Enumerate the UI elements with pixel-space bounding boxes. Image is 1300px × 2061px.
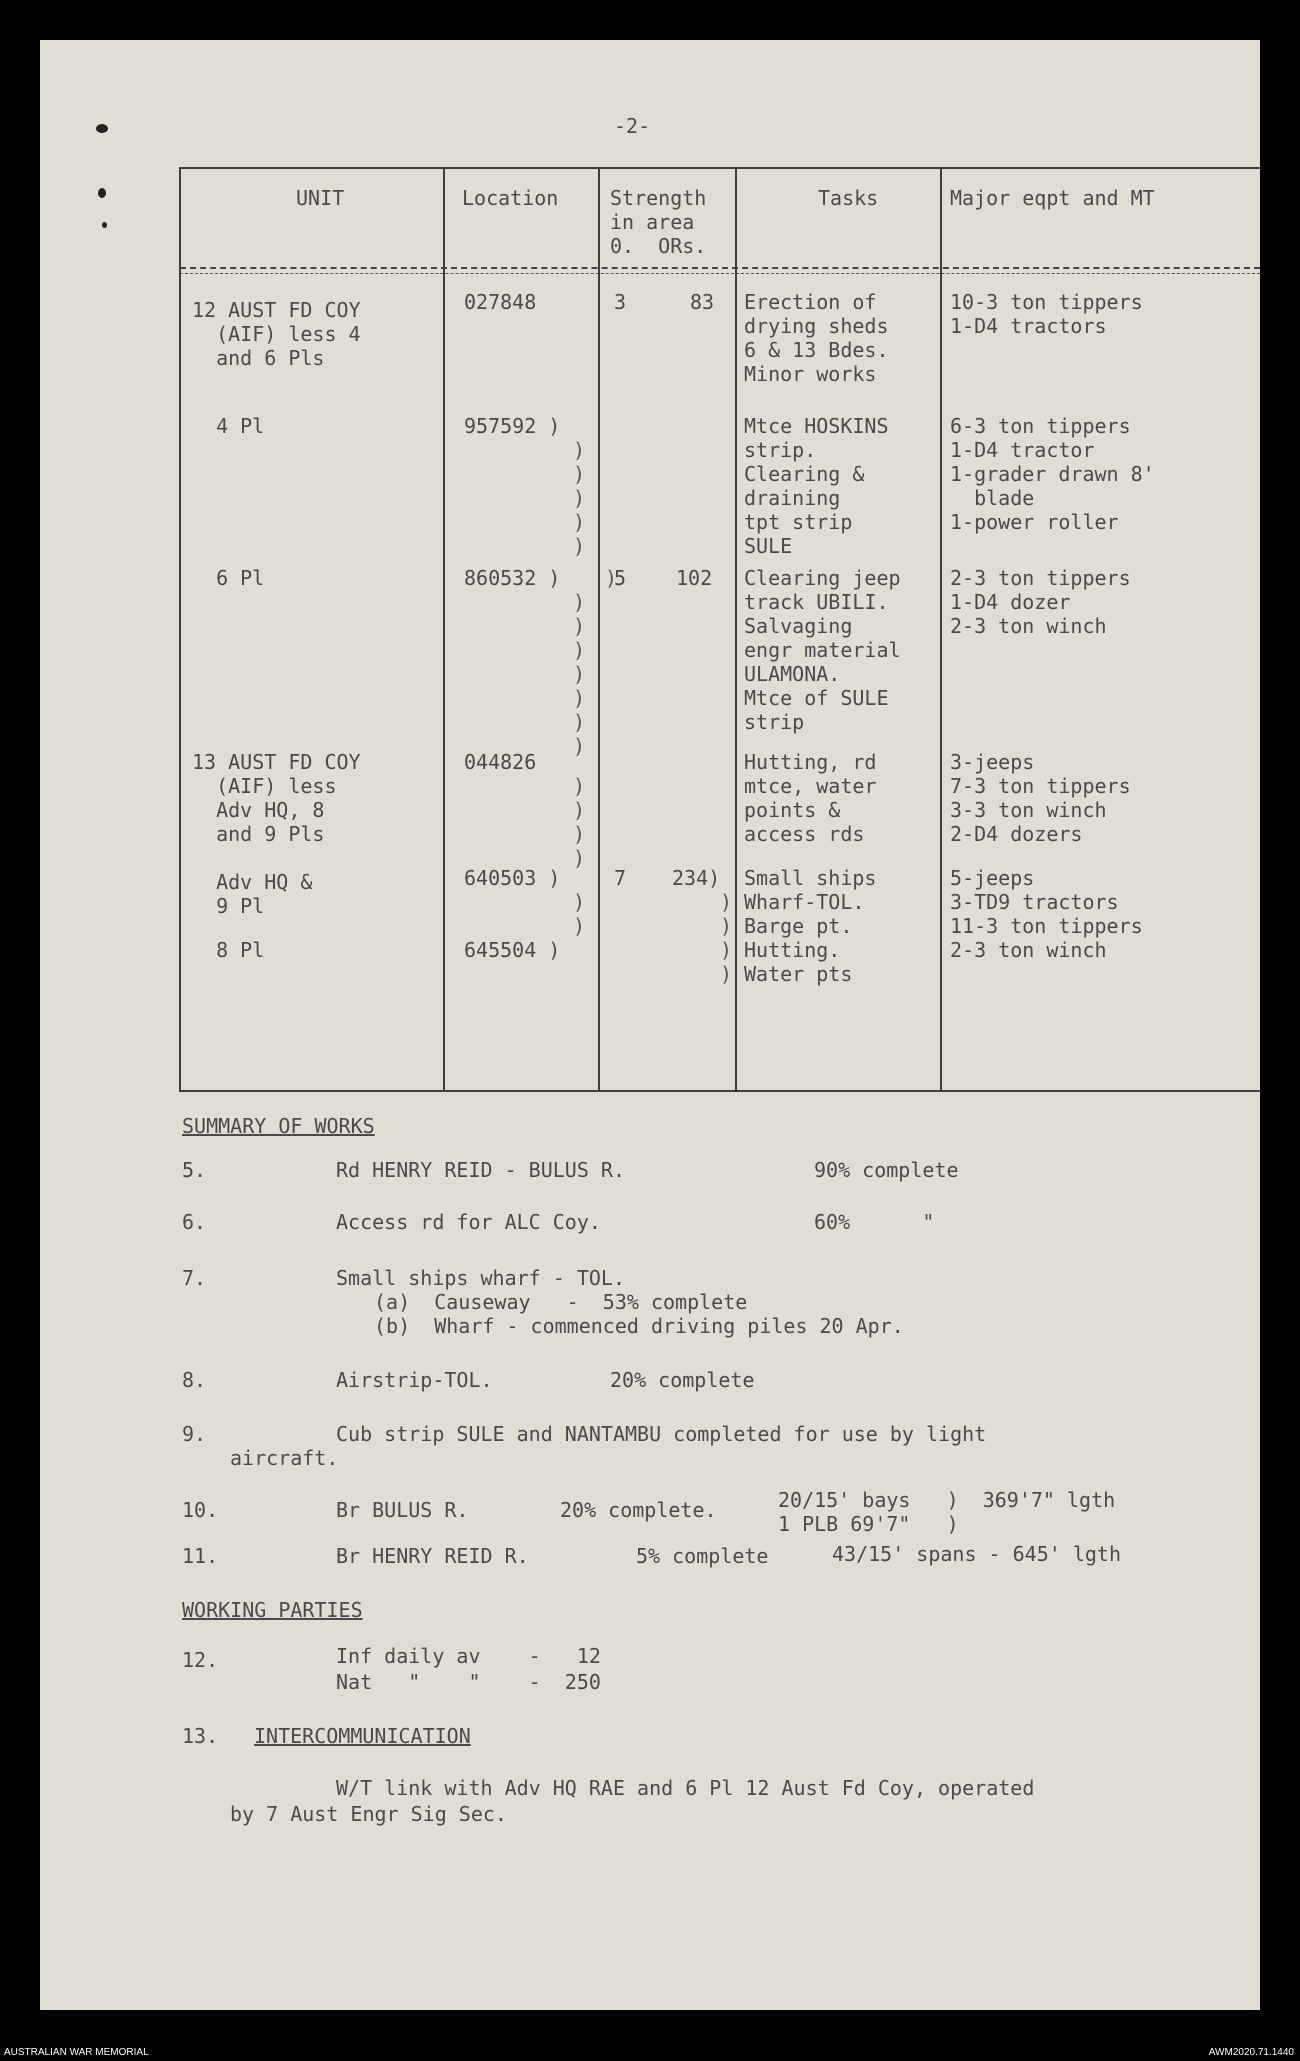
intercommunication-text: W/T link with Adv HQ RAE and 6 Pl 12 Aust Fd Coy, operated: [336, 1776, 1035, 1800]
footer-source-credit: AUSTRALIAN WAR MEMORIAL: [4, 2047, 149, 2058]
bracket-mark: ) ) ) ) ): [573, 438, 586, 558]
table-row-eqpt: 2-3 ton tippers 1-D4 dozer 2-3 ton winch: [950, 566, 1131, 638]
table-row-ors: 83: [690, 290, 715, 314]
summary-item-detail: 1 PLB 69'7" ): [778, 1512, 959, 1536]
summary-item-continuation: aircraft.: [230, 1446, 339, 1470]
table-row-location: 645504 ): [464, 938, 561, 962]
summary-item-number: 9.: [182, 1422, 207, 1446]
table-row-location: 027848: [464, 290, 537, 314]
table-row-eqpt: 3-jeeps 7-3 ton tippers 3-3 ton winch 2-D4 dozers: [950, 750, 1131, 846]
table-row-location: 640503 ): [464, 866, 561, 890]
table-row-eqpt: 5-jeeps 3-TD9 tractors 11-3 ton tippers 2-3 ton winch: [950, 866, 1143, 962]
summary-item-sub-b: (b) Wharf - commenced driving piles 20 Apr.: [374, 1314, 904, 1338]
column-rule: [443, 167, 445, 1092]
table-row-location: 957592 ): [464, 414, 561, 438]
summary-item-number: 6.: [182, 1210, 207, 1234]
table-row-unit: 6 Pl: [192, 566, 265, 590]
table-row-tasks: Erection of drying sheds 6 & 13 Bdes. Minor works: [744, 290, 889, 386]
page-number: -2-: [614, 114, 651, 138]
column-rule: [735, 167, 737, 1092]
summary-item-status: 60% ": [814, 1210, 935, 1234]
summary-item-number: 5.: [182, 1158, 207, 1182]
column-rule: [179, 167, 181, 1092]
summary-item-sub-a: (a) Causeway - 53% complete: [374, 1290, 748, 1314]
intercommunication-number: 13.: [182, 1724, 219, 1748]
summary-item-number: 10.: [182, 1498, 219, 1522]
table-row-officers: 5: [614, 566, 627, 590]
table-row-eqpt: 6-3 ton tippers 1-D4 tractor 1-grader drawn 8' blade 1-power roller: [950, 414, 1155, 534]
working-parties-line: Nat " " - 250: [336, 1670, 601, 1694]
table-row-unit: 13 AUST FD COY (AIF) less Adv HQ, 8 and 9 Pls: [192, 750, 361, 846]
intercommunication-heading: INTERCOMMUNICATION: [254, 1724, 471, 1748]
header-location: Location: [462, 186, 559, 210]
summary-item-text: Br BULUS R.: [336, 1498, 469, 1522]
summary-item-status: 5% complete: [636, 1544, 769, 1568]
punch-hole-mark: [96, 124, 108, 133]
table-row-officers: 3: [614, 290, 627, 314]
summary-item-text: Br HENRY REID R.: [336, 1544, 529, 1568]
footer-accession-number: AWM2020.71.1440: [1208, 2047, 1294, 2058]
table-top-border: [180, 167, 1260, 169]
bracket-mark: ): [605, 566, 618, 590]
summary-item-text: Access rd for ALC Coy.: [336, 1210, 601, 1234]
summary-item-detail: 43/15' spans - 645' lgth: [832, 1542, 1121, 1566]
table-row-unit: 4 Pl: [192, 414, 265, 438]
summary-item-status: 20% complete: [610, 1368, 755, 1392]
bracket-mark: ) ) ) ): [573, 774, 586, 870]
summary-item-text: Rd HENRY REID - BULUS R.: [336, 1158, 625, 1182]
table-row-eqpt: 10-3 ton tippers 1-D4 tractors: [950, 290, 1143, 338]
intercommunication-text: by 7 Aust Engr Sig Sec.: [230, 1802, 507, 1826]
summary-item-number: 8.: [182, 1368, 207, 1392]
working-parties-line: Inf daily av - 12: [336, 1644, 601, 1668]
summary-item-number: 11.: [182, 1544, 219, 1568]
header-tasks: Tasks: [818, 186, 879, 210]
table-row-location: 860532 ): [464, 566, 561, 590]
table-row-tasks: Hutting, rd mtce, water points & access rds: [744, 750, 877, 846]
bracket-mark: ) ): [573, 890, 586, 938]
table-row-officers: 7: [614, 866, 627, 890]
table-row-tasks: Small ships Wharf-TOL. Barge pt. Hutting. Water pts: [744, 866, 877, 986]
document-page: [40, 40, 1260, 2010]
summary-item-detail: 20/15' bays ) 369'7" lgth: [778, 1488, 1116, 1512]
table-row-unit: Adv HQ & 9 Pl: [216, 870, 313, 918]
working-parties-number: 12.: [182, 1648, 219, 1672]
bracket-mark: ) ) ) ): [720, 890, 733, 986]
summary-item-text: Airstrip-TOL.: [336, 1368, 493, 1392]
summary-item-status: 20% complete.: [560, 1498, 717, 1522]
table-row-unit: 8 Pl: [192, 938, 265, 962]
header-eqpt: Major eqpt and MT: [950, 186, 1155, 210]
working-parties-heading: WORKING PARTIES: [182, 1598, 363, 1622]
table-header-divider: [180, 267, 1260, 274]
summary-item-text: Cub strip SULE and NANTAMBU completed for use by light: [336, 1422, 987, 1446]
summary-item-text: Small ships wharf - TOL.: [336, 1266, 625, 1290]
table-row-ors: 102: [676, 566, 713, 590]
table-row-unit: 12 AUST FD COY (AIF) less 4 and 6 Pls: [192, 298, 361, 370]
table-row-tasks: Mtce HOSKINS strip. Clearing & draining tpt strip SULE: [744, 414, 889, 558]
column-rule: [940, 167, 942, 1092]
header-unit: UNIT: [296, 186, 345, 210]
punch-hole-mark: [98, 188, 106, 198]
column-rule: [598, 167, 600, 1092]
summary-item-number: 7.: [182, 1266, 207, 1290]
summary-heading: SUMMARY OF WORKS: [182, 1114, 375, 1138]
header-strength: Strength in area 0. ORs.: [610, 186, 707, 258]
table-row-tasks: Clearing jeep track UBILI. Salvaging engr material ULAMONA. Mtce of SULE strip: [744, 566, 901, 734]
punch-hole-mark: [102, 222, 107, 228]
table-bottom-border: [180, 1090, 1260, 1092]
summary-item-status: 90% complete: [814, 1158, 959, 1182]
table-row-ors: 234): [672, 866, 721, 890]
bracket-mark: ) ) ) ) ) ) ): [573, 590, 586, 758]
table-row-location: 044826: [464, 750, 537, 774]
